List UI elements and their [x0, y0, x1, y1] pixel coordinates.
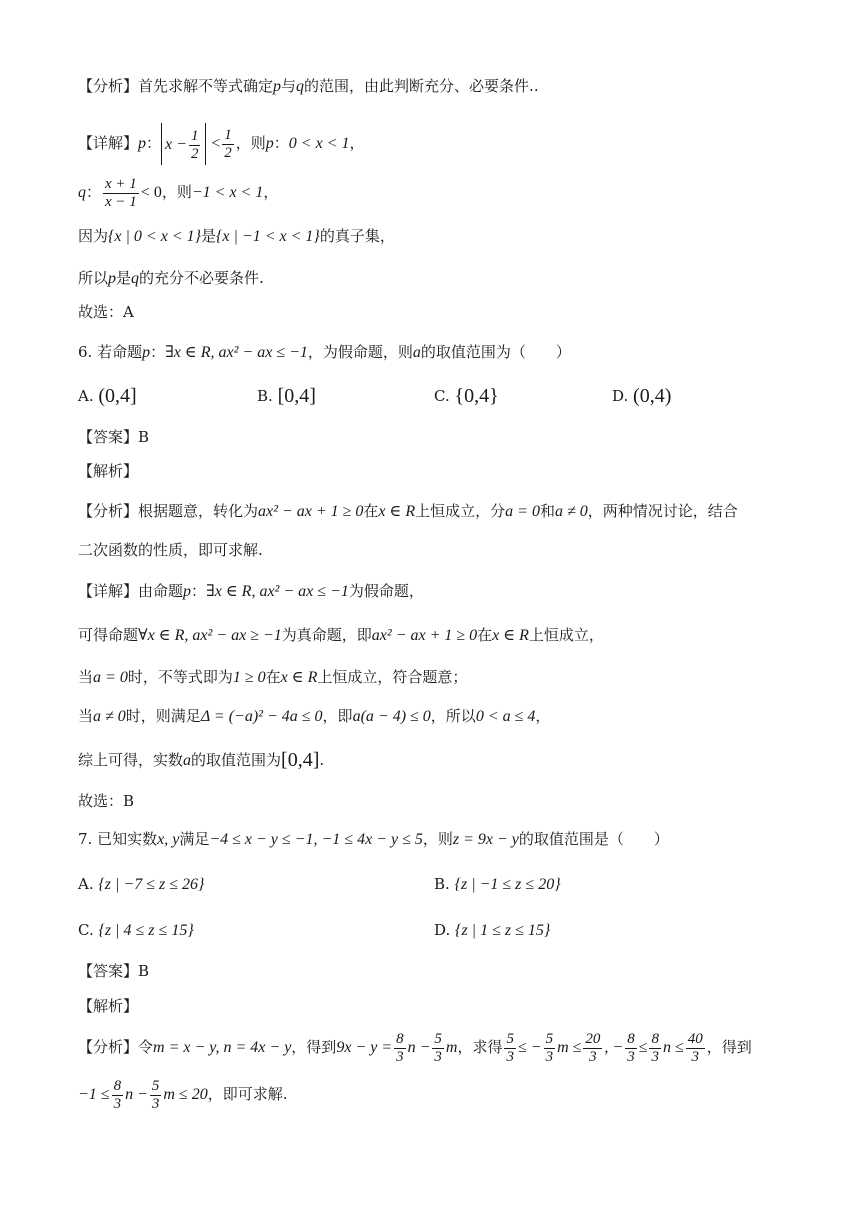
q6-stem: 6. 若命题p：∃x ∈ R, ax² − ax ≤ −1，为假命题，则a的取值范围为（ ）: [78, 343, 571, 361]
q6-detail-1: 【详解】由命题p：∃x ∈ R, ax² − ax ≤ −1为假命题，: [78, 582, 424, 600]
detail-label: 【详解】: [78, 582, 139, 600]
fraction-8-3: $\frac{8}{3}$: [113, 1077, 122, 1112]
q6-pick: 故选：B: [78, 792, 135, 810]
q6-detail-4: 当a ≠ 0时，则满足Δ = (−a)² − 4a ≤ 0，即a(a − 4) ≤ 0，所以0 < a ≤ 4，: [78, 707, 551, 725]
q7-option-b[interactable]: B. {z | −1 ≤ z ≤ 20}: [434, 875, 561, 893]
q5-detail-p: 【详解】p： x − $\frac{1}{2}$ < $\frac{1}{2}$ ，则p：0 < x < 1，: [78, 121, 365, 166]
analysis-label: 【分析】: [78, 1038, 139, 1056]
q6-option-c[interactable]: C. {0,4}: [434, 385, 499, 407]
detail-label: 【详解】: [78, 134, 139, 152]
analysis-label: 【分析】: [78, 502, 139, 520]
q5-pick: 故选：A: [78, 303, 134, 321]
fraction-5-3: $\frac{5}{3}$: [434, 1030, 442, 1065]
q6-solution-label: 【解析】: [78, 462, 139, 480]
q7-option-c[interactable]: C. {z | 4 ≤ z ≤ 15}: [78, 921, 194, 939]
fraction-q: $\frac{x + 1}{x - 1}$: [105, 175, 137, 210]
fraction-8-3: $\frac{8}{3}$: [396, 1030, 404, 1065]
q5-conclusion: 所以p是q的充分不必要条件.: [78, 269, 264, 287]
q7-analysis: 【分析】令m = x − y, n = 4x − y，得到9x − y = $\frac{8}{3}$ n − $\frac{5}{3}$ m，求得 $\frac{5}{3}$ ≤ − $\frac{5}{3}$ m ≤ $\frac{20}{3}$ , − $\frac{8}{3}$ ≤ $\frac{8}{3}$ n ≤ $\frac{40}{3}$ ，得到: [78, 1030, 752, 1065]
q5-analysis: 【分析】首先求解不等式确定p与q的范围，由此判断充分、必要条件..: [78, 77, 539, 95]
q6-option-a[interactable]: A. (0,4]: [78, 385, 137, 407]
q6-answer: 【答案】B: [78, 428, 150, 446]
q5-because: 因为{x | 0 < x < 1}是{x | −1 < x < 1}的真子集，: [78, 227, 395, 245]
fraction-5-3: $\frac{5}{3}$: [151, 1077, 160, 1112]
fraction-8-3: $\frac{8}{3}$: [651, 1030, 659, 1065]
fraction-5-3: $\frac{5}{3}$: [506, 1030, 514, 1065]
fraction-20-3: $\frac{20}{3}$: [585, 1030, 601, 1065]
q6-option-b[interactable]: B. [0,4]: [257, 385, 316, 407]
q6-summary: 综上可得，实数a的取值范围为[0,4].: [78, 749, 325, 771]
q7-option-a[interactable]: A. {z | −7 ≤ z ≤ 26}: [78, 875, 205, 893]
q6-detail-3: 当a = 0时，不等式即为1 ≥ 0在x ∈ R上恒成立，符合题意；: [78, 668, 468, 686]
q7-answer: 【答案】B: [78, 962, 150, 980]
absolute-value-expression: x − $\frac{1}{2}$: [161, 123, 206, 165]
fraction-40-3: $\frac{40}{3}$: [687, 1030, 703, 1065]
q7-solution-label: 【解析】: [78, 997, 139, 1015]
q7-option-d[interactable]: D. {z | 1 ≤ z ≤ 15}: [434, 921, 551, 939]
q7-analysis-line2: −1 ≤ $\frac{8}{3}$ n − $\frac{5}{3}$ m ≤ 20，即可求解.: [78, 1077, 288, 1112]
question-number: 7.: [78, 830, 93, 848]
fraction-one-half: $\frac{1}{2}$: [190, 127, 199, 162]
fraction-8-3: $\frac{8}{3}$: [627, 1030, 635, 1065]
q6-option-d[interactable]: D. (0,4): [612, 385, 672, 407]
q6-analysis: 【分析】根据题意，转化为ax² − ax + 1 ≥ 0在x ∈ R上恒成立，分a = 0和a ≠ 0，两种情况讨论，结合: [78, 502, 738, 520]
fraction-one-half: $\frac{1}{2}$: [224, 126, 232, 161]
q6-detail-2: 可得命题∀x ∈ R, ax² − ax ≥ −1为真命题，即ax² − ax + 1 ≥ 0在x ∈ R上恒成立，: [78, 626, 604, 644]
q5-detail-q: q： $\frac{x + 1}{x - 1}$ < 0，则−1 < x < 1，: [78, 175, 279, 210]
q6-analysis-line2: 二次函数的性质，即可求解.: [78, 541, 263, 559]
q7-stem: 7. 已知实数x, y满足−4 ≤ x − y ≤ −1, −1 ≤ 4x − y ≤ 5，则z = 9x − y的取值范围是（ ）: [78, 830, 669, 848]
question-number: 6.: [78, 343, 93, 361]
analysis-label: 【分析】: [78, 77, 139, 95]
fraction-5-3: $\frac{5}{3}$: [545, 1030, 554, 1065]
